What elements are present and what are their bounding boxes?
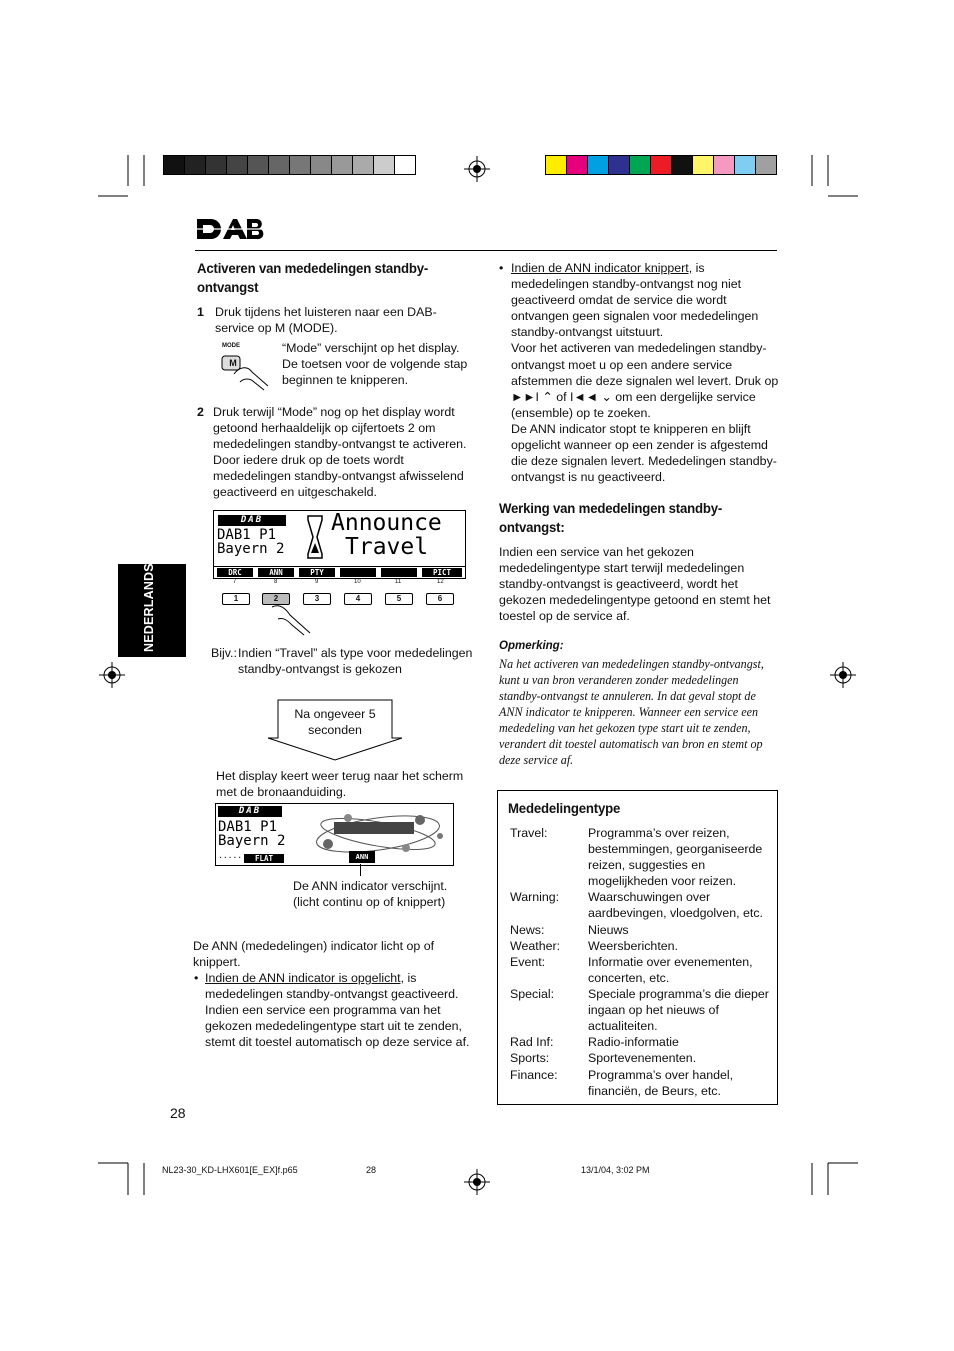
display-tab-row [214, 566, 465, 578]
display-big-2: Travel [345, 534, 429, 560]
page-number: 28 [170, 1105, 186, 1121]
type-description: Programma’s over reizen, bestemmingen, georganiseerde reizen, suggesties en mogelijkheden voor reizen. [588, 826, 763, 889]
mode-note: “Mode” verschijnt op het display. De toetsen voor de volgende stap beginnen te knipperen. [282, 341, 468, 388]
footer-file: NL23-30_KD-LHX601[E_EX]f.p65 [162, 1165, 298, 1175]
preset-button-4[interactable]: 4 [344, 593, 372, 605]
display2-dab-badge: DAB [218, 806, 282, 817]
step-2-text: Druk terwijl “Mode” nog op het display wordt getoond herhaaldelijk op cijfertoets 2 om mededelingen standby-ontvangst te activeren. Door iedere druk op de toets wordt mededelingen standby-ontvangst afwisselend geactiveerd en uitgeschakeld. [213, 405, 467, 500]
ann-caption: De ANN indicator verschijnt. (licht continu op of knippert) [293, 879, 448, 910]
step-1-text: Druk tijdens het luisteren naar een DAB-service op M (MODE). [215, 305, 437, 336]
color-swatch [587, 155, 609, 175]
orbit-animation-icon [308, 806, 450, 862]
display-source [215, 803, 454, 866]
color-swatch [734, 155, 756, 175]
heading-activeren: Activeren van mededelingen standby-ontvangst [197, 261, 429, 296]
bullet-lit: Indien de ANN indicator is opgelicht, is mededelingen standby-ontvangst geactiveerd. Indien een service een programma van het gekozen mededelingentype start uit te zenden, stemt dit toestel automatisch op deze service af. [205, 971, 470, 1050]
type-key: Travel: [510, 826, 548, 840]
note-title: Opmerking: [499, 640, 564, 652]
tab-numbers: 7 8 9 10 11 12 [233, 579, 444, 585]
preset-button-3[interactable]: 3 [303, 593, 331, 605]
color-swatch [692, 155, 714, 175]
footer-page: 28 [366, 1165, 377, 1175]
color-swatch [608, 155, 630, 175]
step-2-number: 2 [197, 405, 204, 419]
registration-mark-icon [464, 156, 490, 182]
type-key: Weather: [510, 938, 561, 953]
grayscale-bar [164, 155, 416, 175]
display2-flat: FLAT [244, 854, 284, 863]
color-swatch [394, 155, 416, 175]
step-1-number: 1 [197, 305, 204, 319]
color-swatch [650, 155, 672, 175]
return-text: Het display keert weer terug naar het scherm met de bronaanduiding. [216, 769, 464, 800]
mode-label: MODE [222, 343, 240, 349]
box-title: Mededelingentype [508, 801, 621, 817]
mode-button[interactable]: M [229, 358, 237, 368]
color-swatch [331, 155, 353, 175]
preset-button-6[interactable]: 6 [426, 593, 454, 605]
preset-button-1[interactable]: 1 [222, 593, 250, 605]
tab-pty: PTY [299, 568, 335, 577]
type-key: News: [510, 922, 545, 937]
type-key: Rad Inf: [510, 1035, 554, 1050]
color-swatch [566, 155, 588, 175]
color-swatch [545, 155, 567, 175]
ann-pointer-line [360, 864, 361, 876]
announcement-type-box [497, 790, 778, 1105]
color-swatch [247, 155, 269, 175]
type-description: Speciale programma’s die dieper ingaan op het nieuws of actualiteiten. [588, 987, 769, 1034]
display-line-1: DAB1 P1 [217, 527, 277, 543]
preset-button-5[interactable]: 5 [385, 593, 413, 605]
color-swatch [226, 155, 248, 175]
color-swatch [163, 155, 185, 175]
color-swatch [629, 155, 651, 175]
color-swatch [713, 155, 735, 175]
display-big-1: Announce [331, 510, 442, 536]
type-key: Special: [510, 987, 555, 1001]
type-description: Radio-informatie [588, 1035, 679, 1050]
hourglass-icon [306, 515, 324, 559]
example-text: Indien “Travel” als type voor mededelingen standby-ontvangst is gekozen [238, 646, 473, 677]
registration-mark-icon [99, 662, 125, 688]
color-swatch [205, 155, 227, 175]
color-swatch [373, 155, 395, 175]
footer-date: 13/1/04, 3:02 PM [581, 1165, 650, 1175]
color-swatch [184, 155, 206, 175]
note-text: Na het activeren van mededelingen standby-ontvangst, kunt u van bron veranderen zonder mededelingen standby-ontvangst te annuleren. In dat geval stopt de ANN indicator te knipperen. Wanneer een service een mededeling van het gekozen type start uit te zenden, verandert dit toestel automatisch van bron en stemt op deze service af. [499, 657, 764, 767]
type-key: Finance: [510, 1067, 558, 1082]
type-key: Sports: [510, 1051, 550, 1066]
display2-dots: ····· [218, 853, 243, 862]
finger-press-icon [218, 350, 272, 392]
type-description: Weersberichten. [588, 938, 678, 953]
section-tab-label: NEDERLANDS [142, 563, 156, 652]
ann-text: De ANN (mededelingen) indicator licht op of knippert. [193, 939, 435, 970]
type-description: Nieuws [588, 922, 629, 937]
registration-mark-icon [464, 1169, 490, 1195]
color-swatch [268, 155, 290, 175]
color-swatch [310, 155, 332, 175]
tab-drc: DRC [217, 568, 253, 577]
type-key: Event: [510, 954, 546, 969]
dab-logo-icon [195, 217, 267, 243]
type-description: Informatie over evenementen, concerten, etc. [588, 954, 753, 985]
display-announce [213, 510, 466, 579]
color-swatch [755, 155, 777, 175]
color-swatch [671, 155, 693, 175]
color-bar [546, 155, 777, 175]
type-description: Programma’s over handel, financiën, de Beurs, etc. [588, 1067, 734, 1098]
example-label: Bijv.: [211, 646, 237, 660]
bullet-icon: • [194, 971, 199, 985]
tab-empty-1 [340, 568, 376, 577]
preset-buttons [213, 592, 464, 612]
bullet-icon: • [499, 261, 504, 275]
ann-indicator: ANN [349, 851, 375, 863]
werking-text: Indien een service van het gekozen mededelingentype start terwijl mededelingen standby-ontvangst is geactiveerd, wordt het gekozen mededelingentype getoond en stemt het toestel op de service af. [499, 545, 771, 624]
header-rule [195, 250, 777, 251]
type-description: Sportevenementen. [588, 1051, 697, 1066]
display-line-2: Bayern 2 [217, 541, 285, 557]
finger-press-icon [268, 597, 318, 637]
color-swatch [289, 155, 311, 175]
type-key: Warning: [510, 890, 560, 905]
tab-ann: ANN [258, 568, 294, 577]
section-tab [118, 564, 186, 657]
tab-pict: PICT [422, 568, 462, 577]
tab-empty-2 [381, 568, 417, 577]
display-dab-badge: DAB [218, 515, 286, 526]
preset-button-2[interactable]: 2 [262, 593, 290, 605]
arrow-text: Na ongeveer 5 seconden [294, 707, 376, 738]
registration-mark-icon [830, 662, 856, 688]
heading-werking: Werking van mededelingen standby-ontvangst: [499, 501, 723, 536]
display2-line-2: Bayern 2 [218, 833, 286, 849]
bullet-blink: Indien de ANN indicator knippert, is mededelingen standby-ontvangst nog niet geactiveerd omdat de service die wordt ontvangen geen signalen voor mededelingen standby-ontvangst uitstuurt. Voor het activeren van mededelingen standby-ontvangst moet u op een andere service afstemmen die deze signalen wel levert. Druk op ►►I ⌃ of I◄◄ ⌄ om een dergelijke service (ensemble) op te zoeken. De ANN indicator stopt te knipperen en blijft opgelicht wanneer op een zender is afgestemd die deze signalen levert. Mededelingen standby-ontvangst is nu geactiveerd. [511, 261, 779, 485]
type-description: Waarschuwingen over aardbevingen, vloedgolven, etc. [588, 890, 763, 921]
color-swatch [352, 155, 374, 175]
display2-line-1: DAB1 P1 [218, 819, 278, 835]
